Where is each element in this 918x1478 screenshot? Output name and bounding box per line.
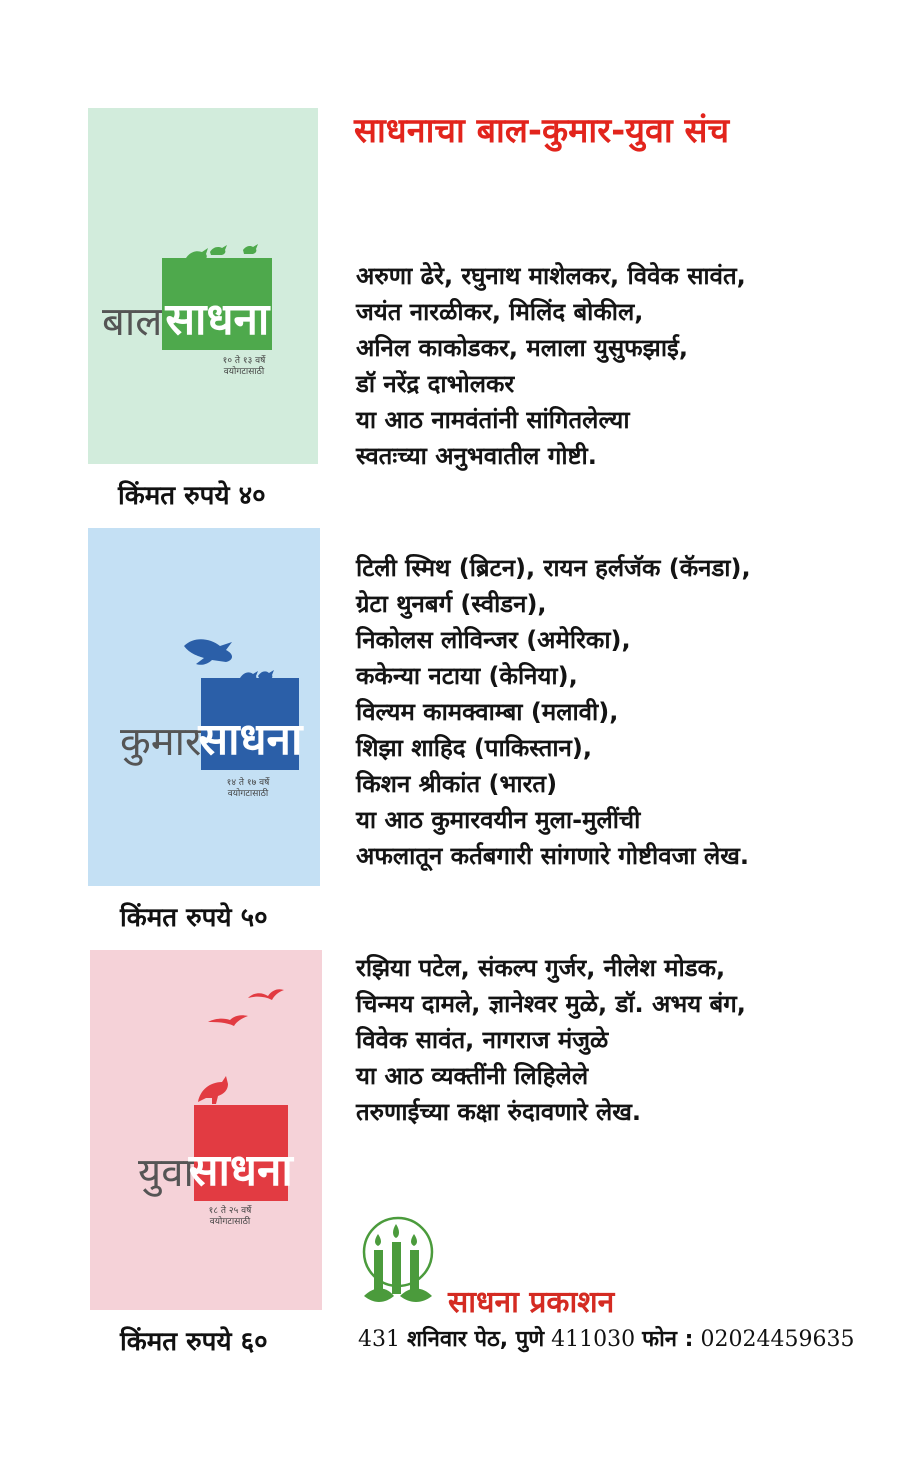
book-description bbox=[356, 258, 746, 474]
description-line: अफलातून कर्तबगारी सांगणारे गोष्टीवजा लेख. bbox=[356, 842, 750, 870]
description-line: या आठ व्यक्तींनी लिहिलेले bbox=[356, 1062, 589, 1090]
book-description bbox=[356, 950, 746, 1130]
page-title: साधनाचा बाल-कुमार-युवा संच bbox=[354, 111, 730, 151]
description-line: ग्रेटा थुनबर्ग (स्वीडन), bbox=[356, 590, 547, 618]
description-line: चिन्मय दामले, ज्ञानेश्वर मुळे, डॉ. अभय बंग, bbox=[356, 990, 746, 1018]
cover-brand: साधना bbox=[162, 258, 272, 350]
book-description bbox=[356, 550, 751, 874]
description-line: तरुणाईच्या कक्षा रुंदावणारे लेख. bbox=[356, 1098, 642, 1126]
description-line: अनिल काकोडकर, मलाला युसुफझाई, bbox=[356, 334, 688, 362]
description-line: अरुणा ढेरे, रघुनाथ माशेलकर, विवेक सावंत, bbox=[356, 262, 746, 290]
publisher-address: 431 शनिवार पेठ, पुणे 411030 फोन : 02024459635 bbox=[358, 1327, 855, 1352]
description-line: डॉ नरेंद्र दाभोलकर bbox=[356, 370, 515, 398]
description-line: जयंत नारळीकर, मिलिंद बोकील, bbox=[356, 298, 644, 326]
price-label: किंमत रुपये ४० bbox=[118, 481, 266, 511]
cover-prefix: बाल bbox=[102, 299, 163, 345]
cover-age-range: १४ ते १७ वर्षे वयोगटासाठी bbox=[226, 778, 270, 799]
yuva-sadhana-cover bbox=[90, 950, 322, 1310]
cover-age-range: १८ ते २५ वर्षे वयोगटासाठी bbox=[208, 1206, 252, 1227]
cover-brand: साधना bbox=[201, 678, 299, 770]
description-line: ककेन्या नटाया (केनिया), bbox=[356, 662, 578, 690]
bal-sadhana-cover bbox=[88, 108, 318, 464]
description-line: किशन श्रीकांत (भारत) bbox=[356, 770, 558, 798]
cover-prefix: युवा bbox=[138, 1150, 194, 1196]
publisher-name: साधना प्रकाशन bbox=[448, 1285, 615, 1320]
description-line: या आठ कुमारवयीन मुला-मुलींची bbox=[356, 806, 641, 834]
description-line: टिली स्मिथ (ब्रिटन), रायन हर्लजॅक (कॅनडा), bbox=[356, 554, 751, 582]
description-line: विल्यम कामक्वाम्बा (मलावी), bbox=[356, 698, 619, 726]
price-label: किंमत रुपये ५० bbox=[120, 903, 268, 933]
kumar-sadhana-cover bbox=[88, 528, 320, 886]
price-label: किंमत रुपये ६० bbox=[120, 1327, 268, 1357]
cover-brand: साधना bbox=[194, 1105, 288, 1201]
cover-prefix: कुमार bbox=[120, 719, 202, 765]
description-line: निकोलस लोविन्जर (अमेरिका), bbox=[356, 626, 631, 654]
description-line: रझिया पटेल, संकल्प गुर्जर, नीलेश मोडक, bbox=[356, 954, 726, 982]
description-line: शिझा शाहिद (पाकिस्तान), bbox=[356, 734, 592, 762]
description-line: स्वतःच्या अनुभवातील गोष्टी. bbox=[356, 442, 597, 470]
candles-logo-icon bbox=[356, 1214, 440, 1306]
description-line: विवेक सावंत, नागराज मंजुळे bbox=[356, 1026, 609, 1054]
cover-age-range: १० ते १३ वर्षे वयोगटासाठी bbox=[222, 356, 266, 377]
description-line: या आठ नामवंतांनी सांगितलेल्या bbox=[356, 406, 630, 434]
